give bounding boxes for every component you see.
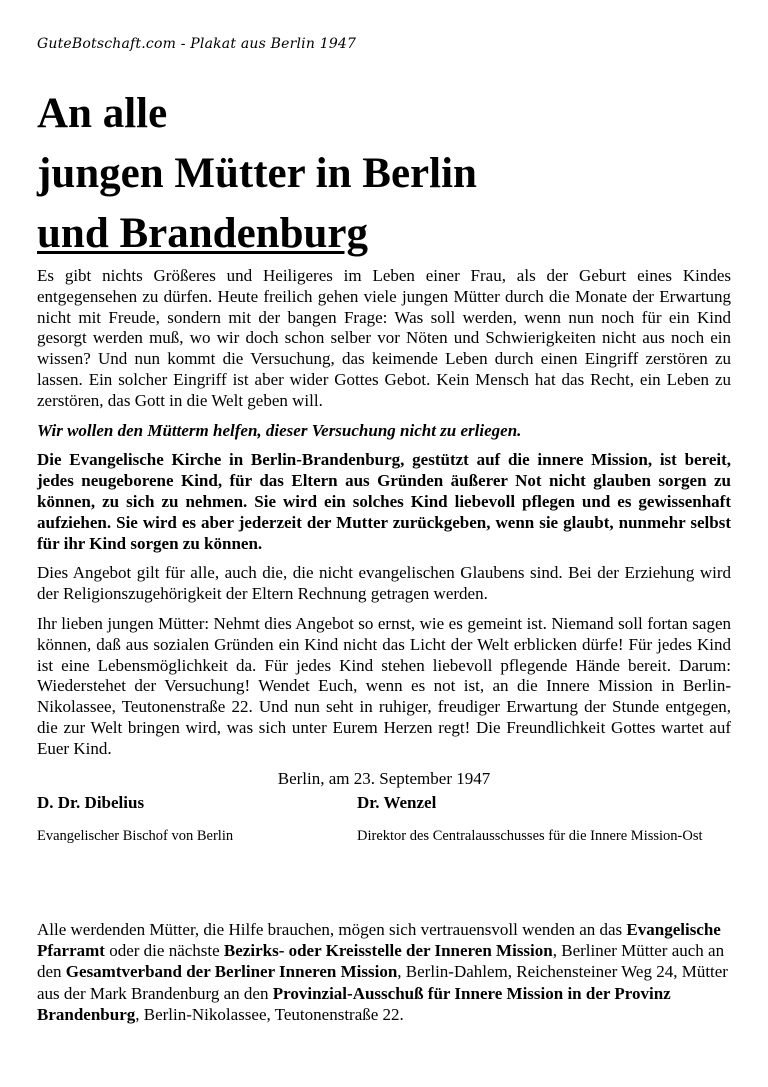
title-line-1: An alle [37,90,168,137]
title-line-3: und Brandenburg [37,210,369,257]
contact-footer [37,919,731,1025]
footer-text: , Berlin-Dahlem, Reichensteiner Weg 24, Mütter aus der Mark Brandenburg an den [37,962,728,1003]
footer-text: , Berlin-Nikolassee, Teutonenstraße 22. [135,1004,404,1024]
source-header: GuteBotschaft.com - Plakat aus Berlin 1947 [37,36,357,52]
paragraph-appeal: Ihr lieben jungen Mütter: Nehmt dies Angebot so ernst, wie es gemeint ist. Niemand soll fortan sagen können, daß aus sozialen Gründen ein Kind nicht das Licht der Welt erblicken dürfe! Für jedes Kind ist eine Lebensmöglichkeit da. Für jedes Kind stehen liebevoll pflegende Hände bereit. Darum: Wiederstehet der Versuchung! Wendet Euch, wenn es not ist, an die Innere Mission in Berlin-Nikolassee, Teutonenstraße 22. Und nun seht in ruhiger, freudiger Erwartung der Stunde entgegen, die zur Welt bringen wird, was sich unter Eurem Herzen regt! Die Freundlichkeit Gottes wartet auf Euer Kind. [37,613,731,758]
footer-text: , Berliner Mütter auch an den [37,941,725,982]
signature-role: Evangelischer Bischof von Berlin [37,828,234,845]
paragraph-intro: Es gibt nichts Größeres und Heiligeres im Leben einer Frau, als der Geburt eines Kindes entgegensehen zu dürfen. Heute freilich gehen viele jungen Mütter durch die Monate der Erwartung nicht mit Freude, sondern mit der bangen Frage: Was soll werden, wenn nun noch für ein Kind gesorgt werden muß, wo wir doch schon selber vor Nöten und Schwierigkeiten nicht aus noch ein wissen? Und nun kommt die Versuchung, das keimende Leben durch einen Eingriff zerstören zu lassen. Ein solcher Eingriff ist aber wider Gottes Gebot. Kein Mensch hat das Recht, ein Leben zu zerstören, das Gott in die Welt geben will. [37,266,731,410]
paragraph-scope: Dies Angebot gilt für alle, auch die, die nicht evangelischen Glaubens sind. Bei der Erziehung wird der Religionszugehörigkeit der Eltern Rechnung getragen werden. [37,563,731,604]
dateline: Berlin, am 23. September 1947 [277,768,491,788]
signature-role: Direktor des Centralausschusses für die Innere Mission-Ost [357,828,703,845]
title-line-2: jungen Mütter in Berlin [37,150,477,197]
footer-contact-pfarramt: Evangelische Pfarramt [37,920,721,961]
poster-title [37,84,477,264]
signature-block [37,793,731,847]
signature-dibelius [37,793,357,847]
footer-contact-bezirksstelle: Bezirks- oder Kreisstelle der Inneren Mission [223,941,553,961]
footer-contact-gesamtverband: Gesamtverband der Berliner Inneren Mission [65,962,398,982]
footer-text: oder die nächste [104,941,224,961]
poster-body [37,266,731,847]
signature-name: Dr. Wenzel [357,793,437,813]
footer-contact-provinzial: Provinzial-Ausschuß für Innere Mission in der Provinz Brandenburg [37,983,671,1024]
signature-name: D. Dr. Dibelius [37,793,145,813]
footer-text: Alle werdenden Mütter, die Hilfe brauchen, mögen sich vertrauensvoll wenden an das [37,920,627,939]
paragraph-aim: Wir wollen den Mütterm helfen, dieser Versuchung nicht zu erliegen. [37,420,522,440]
paragraph-offer: Die Evangelische Kirche in Berlin-Brandenburg, gestützt auf die innere Mission, ist bereit, jedes neugeborene Kind, für das Eltern aus Gründen äußerer Not nicht glauben sorgen zu können, zu sich zu nehmen. Sie wird ein solches Kind liebevoll pflegen und es gewissenhaft aufziehen. Sie wird es aber jederzeit der Mutter zurückgeben, wenn sie glaubt, nunmehr selbst für ihr Kind sorgen zu können. [37,450,731,553]
signature-wenzel [357,793,731,847]
